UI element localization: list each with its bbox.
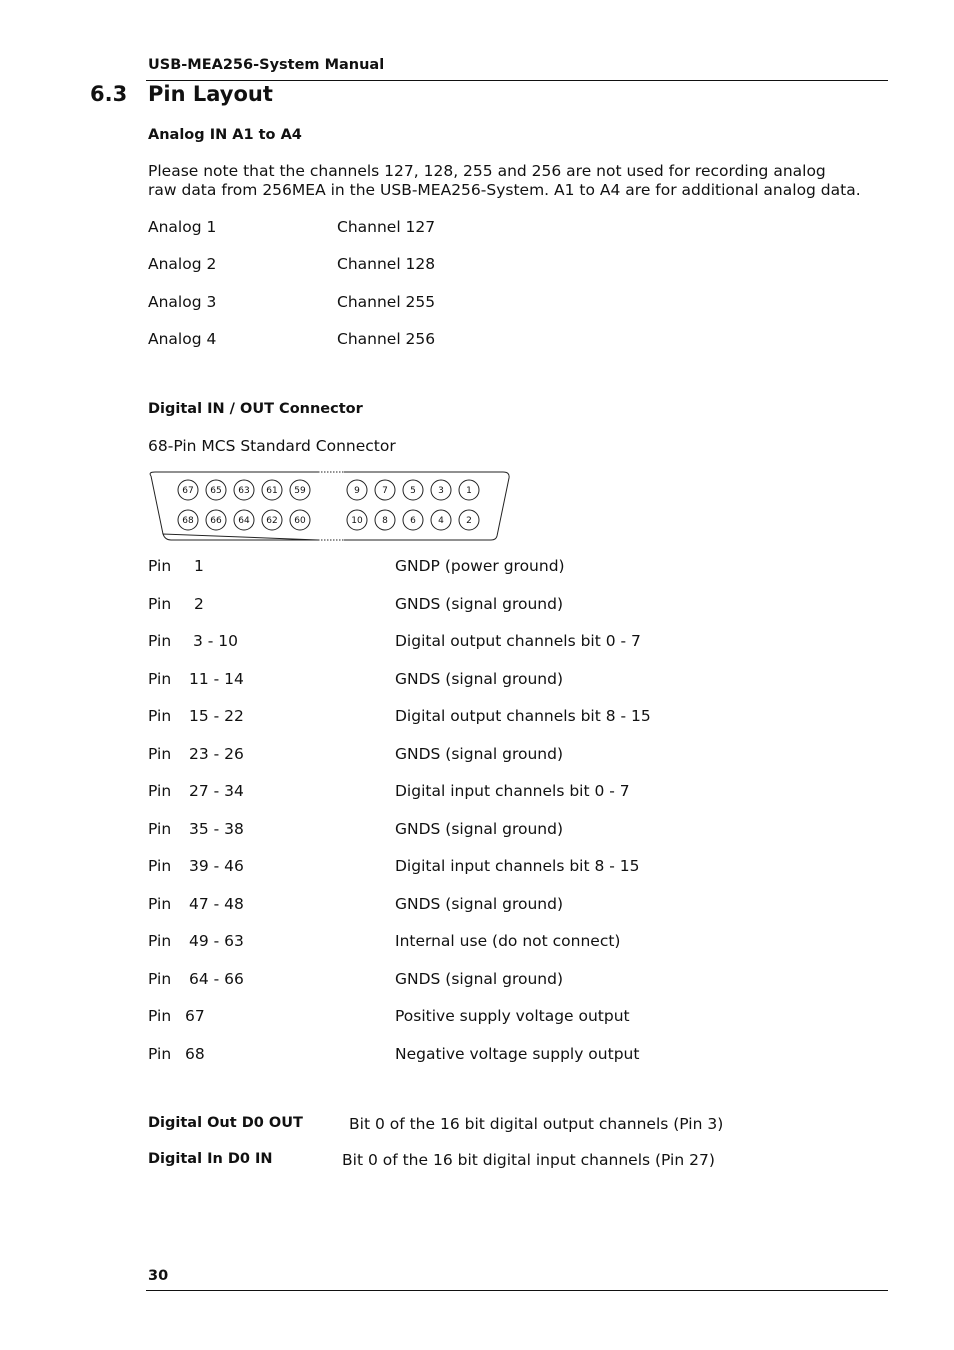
pin-prefix: Pin — [148, 895, 172, 913]
manual-title: USB-MEA256-System Manual — [148, 57, 385, 73]
digital-heading: Digital IN / OUT Connector — [148, 401, 363, 417]
analog-note-line-2: raw data from 256MEA in the USB-MEA256-System. A1 to A4 are for additional analog data. — [148, 181, 861, 199]
pin-prefix: Pin — [148, 557, 172, 575]
pin-description: GNDS (signal ground) — [395, 895, 564, 913]
d0-out-desc: Bit 0 of the 16 bit digital output channels (Pin 3) — [349, 1115, 724, 1133]
connector-diagram — [145, 468, 515, 548]
pin-description: GNDP (power ground) — [395, 557, 565, 575]
connector-pin-label: 3 — [438, 486, 444, 497]
connector-pin-label: 8 — [382, 516, 388, 527]
analog-channel: Channel 128 — [337, 255, 436, 273]
pin-description: Internal use (do not connect) — [395, 932, 621, 950]
pin-prefix: Pin — [148, 1045, 172, 1063]
connector-pin-label: 63 — [238, 486, 250, 497]
pin-number: 47 - 48 — [189, 895, 244, 913]
pin-number: 35 - 38 — [189, 820, 244, 838]
connector-pin-label: 7 — [382, 486, 388, 497]
connector-label: 68-Pin MCS Standard Connector — [148, 437, 396, 455]
pin-prefix: Pin — [148, 632, 172, 650]
pin-description: Digital output channels bit 8 - 15 — [395, 707, 651, 725]
connector-svg — [145, 468, 515, 544]
pin-prefix: Pin — [148, 820, 172, 838]
pin-prefix: Pin — [148, 707, 172, 725]
pin-description: Digital input channels bit 8 - 15 — [395, 857, 640, 875]
pin-prefix: Pin — [148, 595, 172, 613]
analog-name: Analog 4 — [148, 330, 217, 348]
footer-rule — [146, 1290, 888, 1291]
pin-description: Digital input channels bit 0 - 7 — [395, 782, 630, 800]
connector-pin-label: 65 — [210, 486, 222, 497]
pin-number: 15 - 22 — [189, 707, 244, 725]
connector-pin-label: 68 — [182, 516, 194, 527]
connector-pin-label: 1 — [466, 486, 472, 497]
connector-pin-label: 66 — [210, 516, 222, 527]
connector-outline — [150, 472, 509, 540]
page-number: 30 — [148, 1268, 169, 1284]
connector-pin-label: 6 — [410, 516, 416, 527]
pin-prefix: Pin — [148, 1007, 172, 1025]
pin-number: 3 - 10 — [193, 632, 239, 650]
pin-number: 23 - 26 — [189, 745, 244, 763]
pin-description: GNDS (signal ground) — [395, 595, 564, 613]
pin-number: 49 - 63 — [189, 932, 244, 950]
connector-pin-label: 59 — [294, 486, 306, 497]
connector-pins — [178, 480, 479, 530]
analog-heading: Analog IN A1 to A4 — [148, 127, 302, 143]
connector-pin-label: 5 — [410, 486, 416, 497]
pin-description: Digital output channels bit 0 - 7 — [395, 632, 641, 650]
pin-description: Negative voltage supply output — [395, 1045, 640, 1063]
analog-note-line-1: Please note that the channels 127, 128, 255 and 256 are not used for recording analog — [148, 162, 826, 180]
analog-channel: Channel 127 — [337, 218, 436, 236]
pin-number: 64 - 66 — [189, 970, 244, 988]
analog-channel: Channel 256 — [337, 330, 436, 348]
pin-prefix: Pin — [148, 745, 172, 763]
pin-number: 68 — [185, 1045, 205, 1063]
pin-number: 11 - 14 — [189, 670, 244, 688]
pin-number: 1 — [194, 557, 204, 575]
section-title: Pin Layout — [148, 82, 273, 106]
pin-prefix: Pin — [148, 857, 172, 875]
header-rule — [146, 80, 888, 81]
pin-number: 2 — [194, 595, 204, 613]
analog-name: Analog 1 — [148, 218, 217, 236]
pin-description: GNDS (signal ground) — [395, 970, 564, 988]
analog-name: Analog 2 — [148, 255, 217, 273]
pin-description: Positive supply voltage output — [395, 1007, 630, 1025]
pin-number: 67 — [185, 1007, 205, 1025]
pin-description: GNDS (signal ground) — [395, 670, 564, 688]
connector-pin-label: 64 — [238, 516, 250, 527]
d0-out-label: Digital Out D0 OUT — [148, 1115, 303, 1131]
pin-description: GNDS (signal ground) — [395, 745, 564, 763]
analog-channel: Channel 255 — [337, 293, 436, 311]
connector-pin-label: 67 — [182, 486, 194, 497]
connector-pin-label: 62 — [266, 516, 278, 527]
d0-in-label: Digital In D0 IN — [148, 1151, 273, 1167]
pin-prefix: Pin — [148, 970, 172, 988]
connector-pin-label: 61 — [266, 486, 278, 497]
d0-in-desc: Bit 0 of the 16 bit digital input channels (Pin 27) — [342, 1151, 715, 1169]
pin-number: 27 - 34 — [189, 782, 244, 800]
connector-left-edge — [151, 476, 163, 534]
pin-prefix: Pin — [148, 782, 172, 800]
section-number: 6.3 — [90, 82, 128, 106]
analog-name: Analog 3 — [148, 293, 217, 311]
pin-description: GNDS (signal ground) — [395, 820, 564, 838]
connector-pin-label: 10 — [351, 516, 363, 527]
pin-prefix: Pin — [148, 670, 172, 688]
pin-prefix: Pin — [148, 932, 172, 950]
connector-pin-label: 4 — [438, 516, 444, 527]
pin-number: 39 - 46 — [189, 857, 244, 875]
connector-pin-label: 2 — [466, 516, 472, 527]
connector-pin-label: 60 — [294, 516, 306, 527]
connector-pin-label: 9 — [354, 486, 360, 497]
